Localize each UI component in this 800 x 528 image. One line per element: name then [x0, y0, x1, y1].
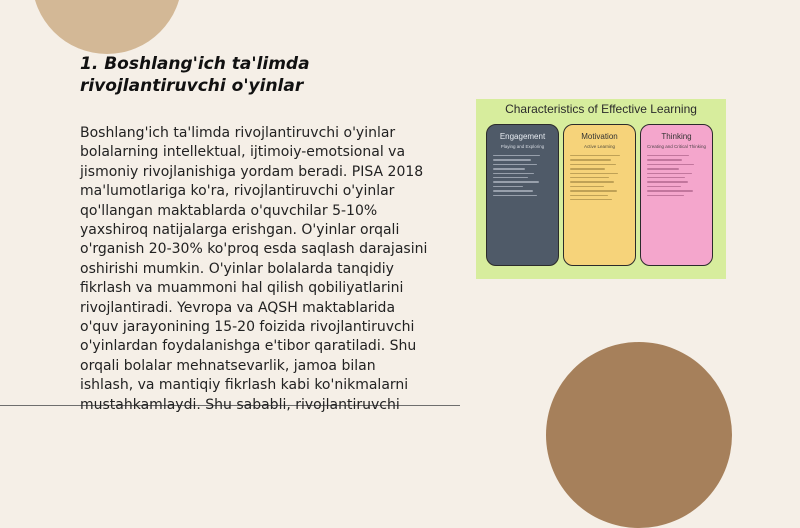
column-thinking: [640, 124, 713, 266]
slide-body-text: Boshlang'ich ta'limda rivojlantiruvchi o'yinlar bolalarning intellektual, ijtimoiy-emotsional va jismoniy rivojlanishiga yordam beradi. PISA 2018 ma'lumotlariga ko'ra, rivojlantiruvchi o'yinlar qo'llangan maktablarda o'quvchilar 5-10% yaxshiroq natijalarga erishgan. O'yinlar orqali o'rganish 20-30% ko'proq esda saqlash darajasini oshirishi mumkin. O'yinlar bolalarda tanqidiy fikrlash va muammoni hal qilish qobiliyatlarini rivojlantiradi. Yevropa va AQSH maktablarida o'quv jarayonining 15-20 foizida rivojlantiruvchi o'yinlardan foydalanishga e'tibor qaratiladi. Shu orqali bolalar mehnatsevarlik, jamoa bilan ishlash, va mantiqiy fikrlash kabi ko'nikmalarni mustahkamlaydi. Shu sababli, rivojlantiruvchi: [80, 125, 428, 413]
effective-learning-figure: [476, 99, 726, 279]
column-text-lines: [493, 155, 552, 196]
column-text-lines: [570, 155, 629, 200]
column-engagement: [486, 124, 559, 266]
column-text-lines: [647, 155, 706, 196]
column-heading: Motivation: [581, 132, 618, 141]
column-motivation: [563, 124, 636, 266]
column-subheading: Playing and Exploring: [500, 144, 545, 149]
column-heading: Thinking: [661, 132, 692, 141]
slide-title: 1. Boshlang'ich ta'limda rivojlantiruvchi o'yinlar: [80, 54, 310, 96]
figure-title: Characteristics of Effective Learning: [505, 102, 697, 116]
column-subheading: Active Learning: [583, 144, 616, 149]
decorative-circle-top: [32, 0, 182, 54]
decorative-circle-bottom: [546, 342, 732, 528]
column-subheading: Creating and Critical Thinking: [647, 144, 706, 149]
column-heading: Engagement: [499, 132, 546, 141]
